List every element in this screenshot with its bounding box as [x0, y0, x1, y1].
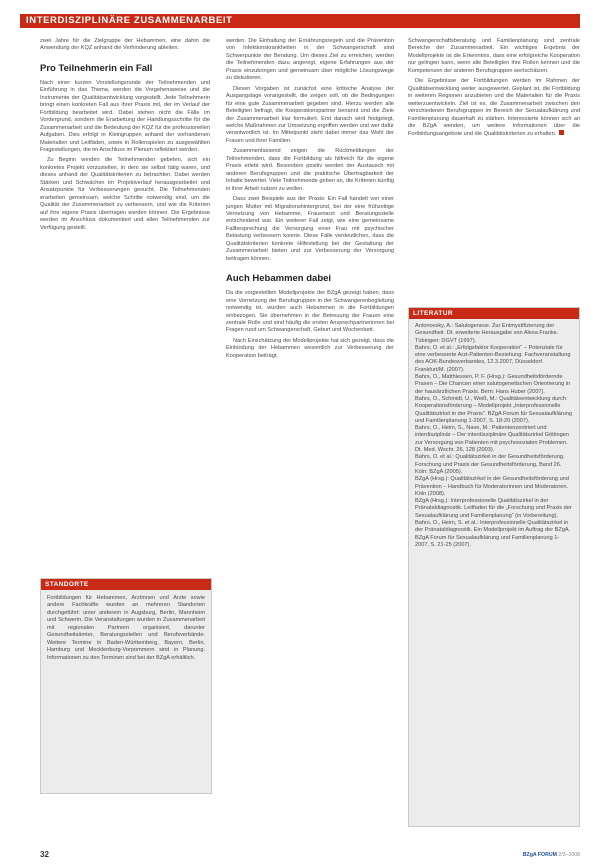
heading: Auch Hebammen dabei: [226, 273, 332, 285]
paragraph: Nach Einschätzung der Modellprojekte hat sich gezeigt, dass die Einbindung der Hebammen wesentlich zur Verbesserung der Kooperation beiträgt.: [226, 337, 394, 359]
paragraph: Zu Beginn werden die Teilnehmenden gebeten, sich ein konkretes Projekt vorzustellen, in dem sie selbst tätig waren, und dieses anhand der Qualitätskriterien zu betrachten. Dabei werden Stärken und Schwächen im Projektverlauf herausgearbeitet und Ansatzpunkte für Verbesserungen gesucht. Die Teilnehmenden erarbeiten gemeinsam, welche Schritte notwendig sind, um die Qualität der Zusammenarbeit zu verbessern, und wie die Kriterien auf ihre eigene Praxis übertragen werden können. Die Ergebnisse werden im Anschluss dokumentiert und allen Teilnehmenden zur Verfügung gestellt.: [40, 157, 210, 231]
publication-footer: [370, 852, 580, 858]
paragraph: Diesen Vorgaben ist zunächst eine kritische Analyse der Ausgangslage vorangestellt, die zeigen soll, ob die Bedingungen für eine gute Zusammenarbeit gegeben sind. Hierzu werden alle Beteiligten befragt, die Kooperationspartner benannt und die Ziele der Zusammenarbeit klar formuliert. Erst danach wird festgelegt, welche Maßnahmen zur Umsetzung ergriffen werden und wer dafür verantwortlich ist. Im Mittelpunkt steht dabei immer das Wohl der Frauen und ihrer Familien.: [226, 85, 394, 144]
paragraph: werden. Die Einhaltung der Ernährungsregeln und die Prävention von Infektionskrankheiten in der Schwangerschaft sind Schwerpunkte der Beratung. Um dieses Ziel zu erreichen, werden die Teilnehmenden dazu angeregt, eigene Erfahrungen aus der Praxis einzubringen und gemeinsam über mögliche Lösungswege zu diskutieren.: [226, 38, 394, 82]
heading: Pro Teilnehmerin ein Fall: [40, 62, 153, 74]
standorte-box: [40, 578, 212, 794]
paragraph: [408, 78, 580, 139]
paragraph-text: Die Ergebnisse der Fortbildungen werden im Rahmen der Qualitätsentwicklung weiter ausgewertet. Geplant ist, die Fortbildung in weiteren Regionen anzubieten und die Materialien für die Praxis weiterzuentwickeln. Ziel ist es, die Zusammenarbeit zwischen den verschiedenen Berufsgruppen im Bereich der Sexualaufklärung und Familienplanung dauerhaft zu stärken. Interessierte können sich an die BZgA wenden, um weitere Informationen über die Fortbildungsangebote und die Qualitätskriterien zu erhalten.: [408, 78, 580, 138]
paragraph: zwei Jahre für die Zielgruppe der Hebammen, eine dahin die Anwendung der KQZ anhand die Verhinderung ableiten.: [40, 38, 210, 52]
literatur-box-title: LITERATUR: [409, 308, 579, 319]
literatur-box: [408, 307, 580, 827]
paragraph: Dass zwei Beispiele aus der Praxis: Ein Fall handelt von einer jungen Mutter mit Migrationshintergrund, bei der eine frühzeitige Vernetzung von Hebamme, Frauenarzt und Beratungsstelle entscheidend war. Ein weiterer Fall zeigt, wie eine gemeinsame Fallbesprechung die Versorgung einer Frau mit psychischer Belastung verbessern konnte. Diese Fälle verdeutlichen, dass die Qualitätskriterien konkrete Hilfestellung bei der Gestaltung der Zusammenarbeit bieten und zur Verbesserung der Versorgung beitragen können.: [226, 196, 394, 262]
standorte-box-text: Fortbildungen für Hebammen, Ärztinnen und Ärzte sowie andere Fachkräfte wurden an mehreren Standorten durchgeführt: unter anderem in Augsburg, Berlin, Mannheim und Schwerin. Die Veranstaltungen wurden in Zusammenarbeit mit regionalen Partnern organisiert, darunter Gesundheitsämter, Beratungsstellen und Berufsverbände. Weitere Termine in Baden-Württemberg, Bayern, Berlin, Hamburg und Mecklenburg-Vorpommern sind in Planung. Informationen zu den Terminen sind bei der BZgA erhältlich.: [47, 595, 205, 661]
paragraph: Da die vorgestellten Modellprojekte der BZgA gezeigt haben, dass eine Vernetzung der Berufsgruppen in der Schwangerenbegleitung notwendig ist, wurden auch Hebammen in die Fortbildungen einbezogen. Sie übernehmen in der Betreuung der Frauen eine zentrale Rolle und sind häufig die ersten Ansprechpartnerinnen bei Fragen rund um Schwangerschaft, Geburt und Wochenbett.: [226, 290, 394, 334]
column-1: [40, 38, 210, 235]
paragraph: Nach einer kurzen Vorstellungsrunde der Teilnehmenden und Einführung in das Thema, werden die Vorgehensweise und die Instrumente der Qualitätsentwicklung vorgestellt. Jede Teilnehmerin bringt einen konkreten Fall aus ihrer Praxis mit, der im Verlauf der Fortbildung bearbeitet wird. Dabei stehen nicht die Fälle im Vordergrund, sondern die Erarbeitung der Handlungsschritte für die Zusammenarbeit und die Bedeutung der KQZ für die professionellen Aufgaben. Dies erfolgt in Kleingruppen anhand der vorhandenen Materialien und Leitfäden, sowie in Rollenspielen zu ausgewählten Fragestellungen, die im Anschluss im Plenum reflektiert werden.: [40, 79, 210, 153]
column-2: [226, 38, 394, 363]
publication-issue: 2/3–2008: [558, 852, 580, 858]
literatur-entries: Antonovsky, A.: Salutogenese. Zur Entmystifizierung der Gesundheit. Dt. erweiterte Herausgabe von Alexa Franke. Tübingen: DGVT (1997). Bahrs, O. et al.: „Erfolgsfaktor Kooperation“ – Potenziale für eine verbesserte Arzt-Patienten-Beziehung. Fachveranstaltung des AOK-Bundesverbandes, 12.3.2007, Düsseldorf. Frankfurt/M. (2007). Bahrs, O., Matthiessen, P. F. (Hrsg.): Gesundheitsfördernde Praxen – Die Chancen einer salutogenetischen Orientierung in der hausärztlichen Praxis. Bern: Hans Huber (2007). Bahrs, O., Schmidt, U., Weiß, M.: Qualitätsentwicklung durch Kooperationsförderung – Modellprojekt „Interprofessionelle Qualitätszirkel in der Praxis“. BZgA Forum für Sexualaufklärung und Familienplanung 1-2007, S. 18-20 (2007). Bahrs, O., Heim, S., Nave, M.: Patientenzentriert und interdisziplinär – Der interdisziplinäre Qualitätszirkel Göttingen zur Versorgung von Patienten mit psychosozialen Problemen. Dt. Med. Wschr. 26, 128 (2003). Bahrs, O. et al.: Qualitätszirkel in der Gesundheitsförderung. Forschung und Praxis der Gesundheitsförderung, Band 26. Köln: BZgA (2005). BZgA (Hrsg.): Qualitätszirkel in der Gesundheitsförderung und Prävention – Handbuch für Moderatorinnen und Moderatoren. Köln (2008). BZgA (Hrsg.): Interprofessionelle Qualitätszirkel in der Pränataldiagnostik. Leitfaden für die „Forschung und Praxis der Sexualaufklärung und Familienplanung“ (in Vorbereitung). Bahrs, O., Heim, S. et al.: Interprofessionelle Qualitätszirkel in der Pränataldiagnostik. Ein Modellprojekt im Auftrag der BZgA. BZgA Forum für Sexualaufklärung und Familienplanung 1-2007, S. 21-25 (2007).: [415, 323, 572, 548]
page-number: 32: [40, 850, 49, 859]
paragraph: Schwangerschaftsberatung und Familienplanung sind zentrale Bereiche der Zusammenarbeit. Ein wichtiges Ergebnis der Modellprojekte ist die Erkenntnis, dass eine erfolgreiche Kooperation nur gelingen kann, wenn alle Beteiligten ihre Rollen kennen und die Kompetenzen der anderen Berufsgruppen wertschätzen.: [408, 38, 580, 74]
column-3: [408, 38, 580, 142]
standorte-box-title: STANDORTE: [41, 579, 211, 590]
paragraph: Zusammenfassend zeigen die Rückmeldungen der Teilnehmenden, dass die Fortbildung als hilfreich für die eigene Praxis erlebt wird. Besonders positiv werden der Austausch mit anderen Berufsgruppen und die praktische Übertragbarkeit der Inhalte bewertet. Viele Teilnehmende geben an, die Kriterien künftig in ihrer Arbeit nutzen zu wollen.: [226, 148, 394, 192]
publication-name: BZgA FORUM: [522, 852, 557, 858]
end-mark-icon: [559, 130, 564, 135]
section-banner: INTERDISZIPLINÄRE ZUSAMMENARBEIT: [20, 14, 580, 28]
